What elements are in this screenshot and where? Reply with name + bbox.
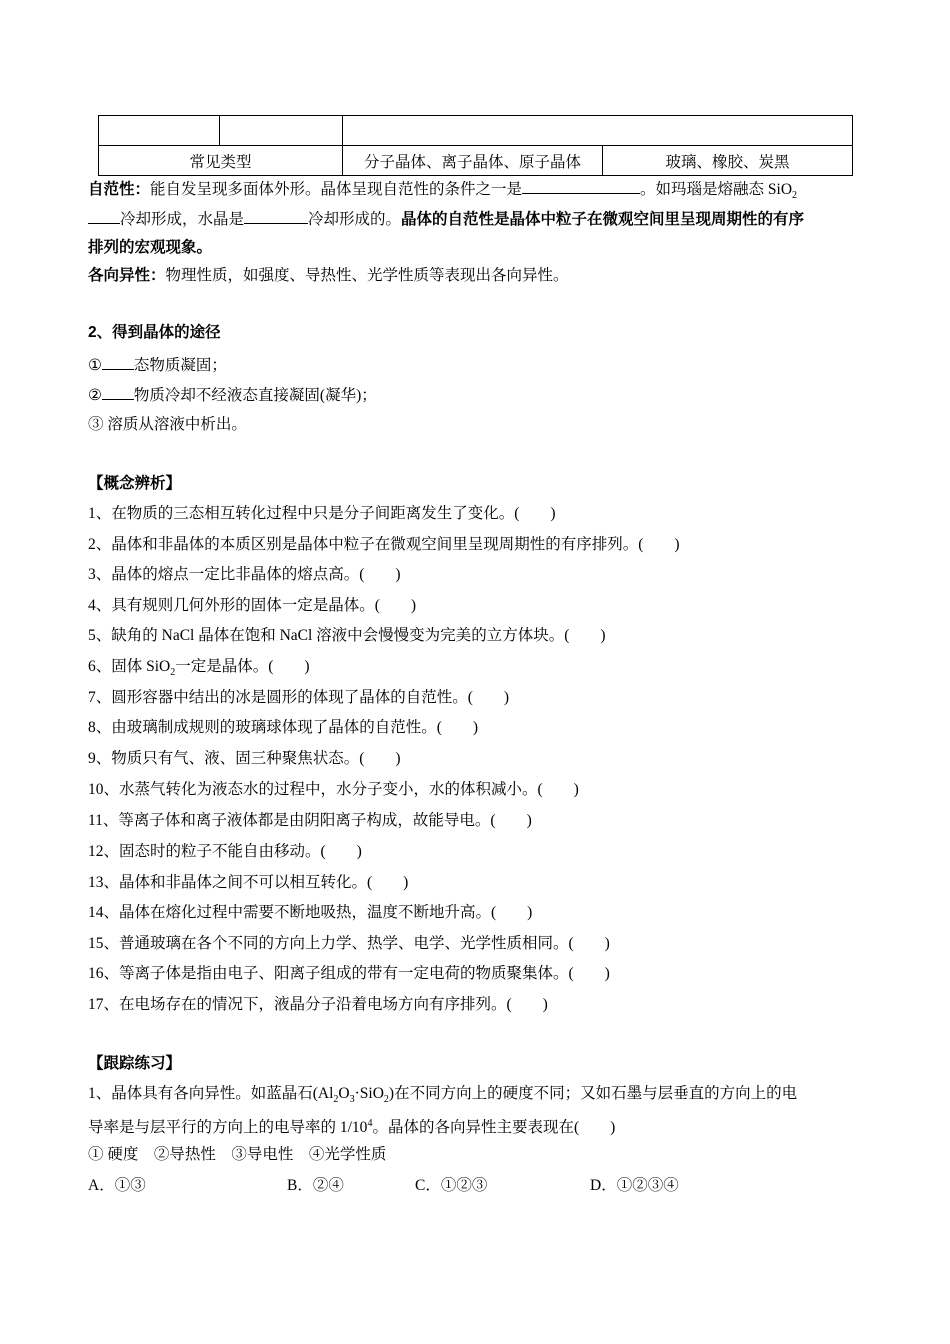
concept-item: 14、晶体在熔化过程中需要不断地吸热，温度不断地升高。( ) — [88, 904, 533, 921]
crystal-comparison-table — [98, 115, 853, 176]
option-a[interactable]: A．①③ — [88, 1177, 146, 1194]
route-item-3: ③ 溶质从溶液中析出。 — [88, 416, 247, 433]
table-cell — [220, 116, 343, 146]
concept-item: 8、由玻璃制成规则的玻璃球体现了晶体的自范性。( ) — [88, 719, 479, 736]
table-cell — [99, 116, 220, 146]
option-b[interactable]: B．②④ — [287, 1177, 344, 1194]
concept-item: 12、固态时的粒子不能自由移动。( ) — [88, 843, 362, 860]
table-row — [99, 116, 853, 146]
fill-blank[interactable] — [244, 208, 308, 224]
concept-item: 11、等离子体和离子液体都是由阴阳离子构成，故能导电。( ) — [88, 812, 532, 829]
self-shaping-line-1: 自范性：能自发呈现多面体外形。晶体呈现自范性的条件之一是 。如玛瑙是熔融态 SiO$_2$ — [88, 178, 797, 206]
practice-q1-items: ① 硬度 ②导热性 ③导电性 ④光学性质 — [88, 1146, 387, 1163]
route-item-1: ① 态物质凝固； — [88, 354, 227, 376]
concept-item: 4、具有规则几何外形的固体一定是晶体。( ) — [88, 597, 417, 614]
crystal-types-cell: 分子晶体、离子晶体、原子晶体 — [343, 146, 603, 176]
common-types-label: 常见类型 — [99, 146, 343, 176]
concept-item: 3、晶体的熔点一定比非晶体的熔点高。( ) — [88, 566, 401, 583]
concept-item: 13、晶体和非晶体之间不可以相互转化。( ) — [88, 874, 409, 891]
concept-item: 2、晶体和非晶体的本质区别是晶体中粒子在微观空间里呈现周期性的有序排列。( ) — [88, 536, 680, 553]
self-shaping-term: 自范性： — [88, 181, 151, 198]
fill-blank[interactable] — [102, 384, 134, 400]
self-shaping-line-2: 冷却形成，水晶是 冷却形成的。晶体的自范性是晶体中粒子在微观空间里呈现周期性的有序 — [88, 208, 804, 230]
fill-blank[interactable] — [88, 208, 120, 224]
practice-heading: 【跟踪练习】 — [88, 1055, 182, 1072]
concepts-heading: 【概念辨析】 — [88, 475, 182, 492]
concept-item: 7、圆形容器中结出的冰是圆形的体现了晶体的自范性。( ) — [88, 689, 510, 706]
concept-item: 1、在物质的三态相互转化过程中只是分子间距离发生了变化。( ) — [88, 505, 556, 522]
practice-q1-line-1: 1、晶体具有各向异性。如蓝晶石$(Al_2O_3\cdot SiO_2)$在不同方向上的硬度不同；又如石墨与层垂直的方向上的电 — [88, 1085, 798, 1106]
table-cell — [343, 116, 853, 146]
concept-item: 16、等离子体是指由电子、阳离子组成的带有一定电荷的物质聚集体。( ) — [88, 965, 610, 982]
route-item-2: ② 物质冷却不经液态直接凝固(凝华)； — [88, 384, 377, 406]
option-d[interactable]: D．①②③④ — [590, 1177, 679, 1194]
concept-item: 15、普通玻璃在各个不同的方向上力学、热学、电学、光学性质相同。( ) — [88, 935, 610, 952]
amorphous-types-cell: 玻璃、橡胶、炭黑 — [603, 146, 853, 176]
concept-item: 17、在电场存在的情况下，液晶分子沿着电场方向有序排列。( ) — [88, 996, 548, 1013]
concept-item: 10、水蒸气转化为液态水的过程中，水分子变小，水的体积减小。( ) — [88, 781, 579, 798]
option-c[interactable]: C．①②③ — [415, 1177, 488, 1194]
fill-blank[interactable] — [102, 354, 134, 370]
table-row — [99, 146, 853, 176]
self-shaping-line-3: 排列的宏观现象。 — [88, 239, 213, 256]
fill-blank[interactable] — [522, 178, 640, 194]
concept-item: 9、物质只有气、液、固三种聚焦状态。( ) — [88, 750, 401, 767]
concept-item: 5、缺角的 NaCl 晶体在饱和 NaCl 溶液中会慢慢变为完美的立方体块。( ) — [88, 627, 606, 644]
concept-item: 6、固体 SiO$_2$一定是晶体。( ) — [88, 658, 310, 679]
routes-heading: 2、得到晶体的途径 — [88, 324, 221, 341]
anisotropy-line: 各向异性：物理性质，如强度、导热性、光学性质等表现出各向异性。 — [88, 267, 569, 284]
practice-q1-line-2: 导率是与层平行的方向上的电导率的 $1/10^4$。晶体的各向异性主要表现在( ) — [88, 1118, 616, 1137]
anisotropy-term: 各向异性： — [88, 267, 166, 284]
